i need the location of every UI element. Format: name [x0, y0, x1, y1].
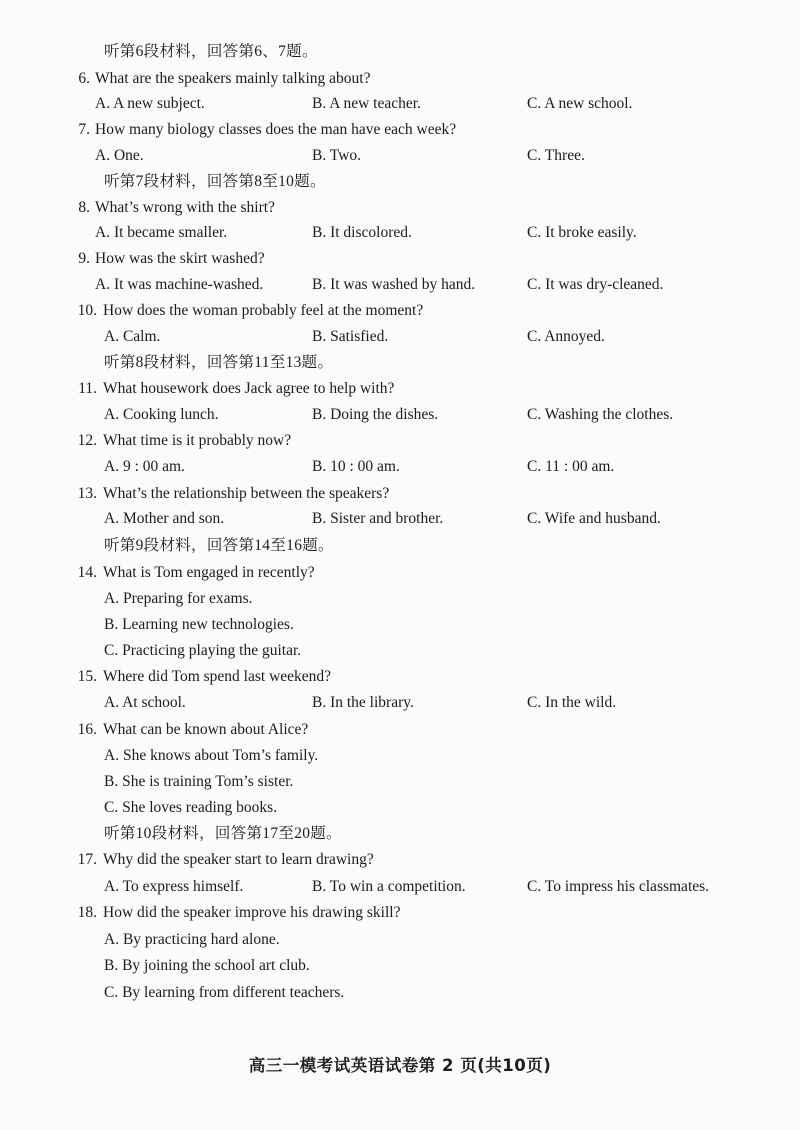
- options-row: [0, 325, 800, 349]
- section-header: 听第6段材料，回答第6、7题。: [104, 43, 318, 60]
- option-a: A. A new subject.: [95, 95, 205, 112]
- question-number: 18.: [77, 904, 97, 921]
- question-text: What time is it probably now?: [103, 432, 292, 449]
- option-a: A. It was machine-washed.: [95, 276, 264, 293]
- question-number: 7.: [78, 121, 90, 138]
- question: [0, 118, 800, 142]
- page-footer: 高三一模考试英语试卷第 2 页(共10页): [248, 1056, 552, 1075]
- question-text: What’s wrong with the shirt?: [95, 199, 275, 216]
- question-number: 13.: [77, 485, 97, 502]
- options-row: [0, 144, 800, 168]
- option-b: B. Sister and brother.: [312, 510, 444, 527]
- option-b: B. A new teacher.: [312, 95, 421, 112]
- option-b: B. Learning new technologies.: [104, 616, 294, 633]
- option-row: [0, 770, 800, 794]
- option-row: [0, 613, 800, 637]
- option-b: B. She is training Tom’s sister.: [104, 773, 294, 790]
- option-b: B. Doing the dishes.: [312, 406, 439, 423]
- option-a: A. Cooking lunch.: [104, 406, 219, 423]
- option-a: A. To express himself.: [104, 878, 244, 895]
- option-c: C. Washing the clothes.: [527, 406, 674, 423]
- options-row: [0, 875, 800, 899]
- question: [0, 299, 800, 323]
- question-number: 9.: [78, 250, 90, 267]
- question-number: 14.: [77, 564, 97, 581]
- options-row: [0, 92, 800, 116]
- options-row: [0, 455, 800, 479]
- option-c: C. She loves reading books.: [104, 799, 278, 816]
- option-b: B. In the library.: [312, 694, 414, 711]
- options-row: [0, 507, 800, 531]
- question: [0, 718, 800, 742]
- option-c: C. Annoyed.: [527, 328, 605, 345]
- question-text: Where did Tom spend last weekend?: [103, 668, 332, 685]
- section-header: 听第9段材料，回答第14至16题。: [104, 537, 334, 554]
- option-a: A. Mother and son.: [104, 510, 225, 527]
- option-a: A. By practicing hard alone.: [104, 931, 280, 948]
- option-row: [0, 744, 800, 768]
- question-number: 16.: [77, 721, 97, 738]
- option-a: A. It became smaller.: [95, 224, 228, 241]
- option-c: C. It was dry-cleaned.: [527, 276, 664, 293]
- question-text: What’s the relationship between the speakers?: [103, 485, 390, 502]
- option-row: [0, 981, 800, 1005]
- option-c: C. It broke easily.: [527, 224, 637, 241]
- question: [0, 67, 800, 91]
- question: [0, 377, 800, 401]
- question-number: 17.: [77, 851, 97, 868]
- question: [0, 247, 800, 271]
- question: [0, 196, 800, 220]
- question: [0, 848, 800, 872]
- option-row: [0, 928, 800, 952]
- option-c: C. Wife and husband.: [527, 510, 661, 527]
- option-a: A. 9 : 00 am.: [104, 458, 185, 475]
- option-row: [0, 587, 800, 611]
- question-text: What housework does Jack agree to help with?: [103, 380, 395, 397]
- section-header: 听第7段材料，回答第8至10题。: [104, 173, 326, 190]
- option-c: C. A new school.: [527, 95, 633, 112]
- options-row: [0, 221, 800, 245]
- question: [0, 561, 800, 585]
- question-number: 12.: [77, 432, 97, 449]
- option-b: B. 10 : 00 am.: [312, 458, 400, 475]
- question-text: How did the speaker improve his drawing skill?: [103, 904, 401, 921]
- option-b: B. It was washed by hand.: [312, 276, 476, 293]
- option-b: B. Satisfied.: [312, 328, 389, 345]
- option-a: A. At school.: [104, 694, 186, 711]
- option-row: [0, 796, 800, 820]
- option-c: C. By learning from different teachers.: [104, 984, 345, 1001]
- option-a: A. She knows about Tom’s family.: [104, 747, 319, 764]
- option-c: C. 11 : 00 am.: [527, 458, 615, 475]
- question-text: How many biology classes does the man have each week?: [95, 121, 457, 138]
- question-number: 8.: [78, 199, 90, 216]
- question: [0, 901, 800, 925]
- question-number: 15.: [77, 668, 97, 685]
- question: [0, 665, 800, 689]
- question-text: What are the speakers mainly talking about?: [95, 70, 371, 87]
- question-text: How does the woman probably feel at the moment?: [103, 302, 424, 319]
- option-c: C. Practicing playing the guitar.: [104, 642, 302, 659]
- question-number: 11.: [78, 380, 97, 397]
- question-text: Why did the speaker start to learn drawing?: [103, 851, 374, 868]
- question: [0, 482, 800, 506]
- options-row: [0, 403, 800, 427]
- option-row: [0, 954, 800, 978]
- options-row: [0, 273, 800, 297]
- question-number: 6.: [78, 70, 90, 87]
- question: [0, 429, 800, 453]
- question-number: 10.: [77, 302, 97, 319]
- section-header: 听第8段材料，回答第11至13题。: [104, 354, 334, 371]
- option-a: A. One.: [95, 147, 144, 164]
- option-b: B. It discolored.: [312, 224, 412, 241]
- option-c: C. To impress his classmates.: [527, 878, 710, 895]
- option-a: A. Calm.: [104, 328, 161, 345]
- option-c: C. Three.: [527, 147, 585, 164]
- option-a: A. Preparing for exams.: [104, 590, 253, 607]
- question-text: What can be known about Alice?: [103, 721, 309, 738]
- question-text: What is Tom engaged in recently?: [103, 564, 315, 581]
- option-b: B. To win a competition.: [312, 878, 466, 895]
- section-header: 听第10段材料，回答第17至20题。: [104, 825, 342, 842]
- option-b: B. By joining the school art club.: [104, 957, 310, 974]
- question-text: How was the skirt washed?: [95, 250, 265, 267]
- options-row: [0, 691, 800, 715]
- option-row: [0, 639, 800, 663]
- option-b: B. Two.: [312, 147, 362, 164]
- option-c: C. In the wild.: [527, 694, 617, 711]
